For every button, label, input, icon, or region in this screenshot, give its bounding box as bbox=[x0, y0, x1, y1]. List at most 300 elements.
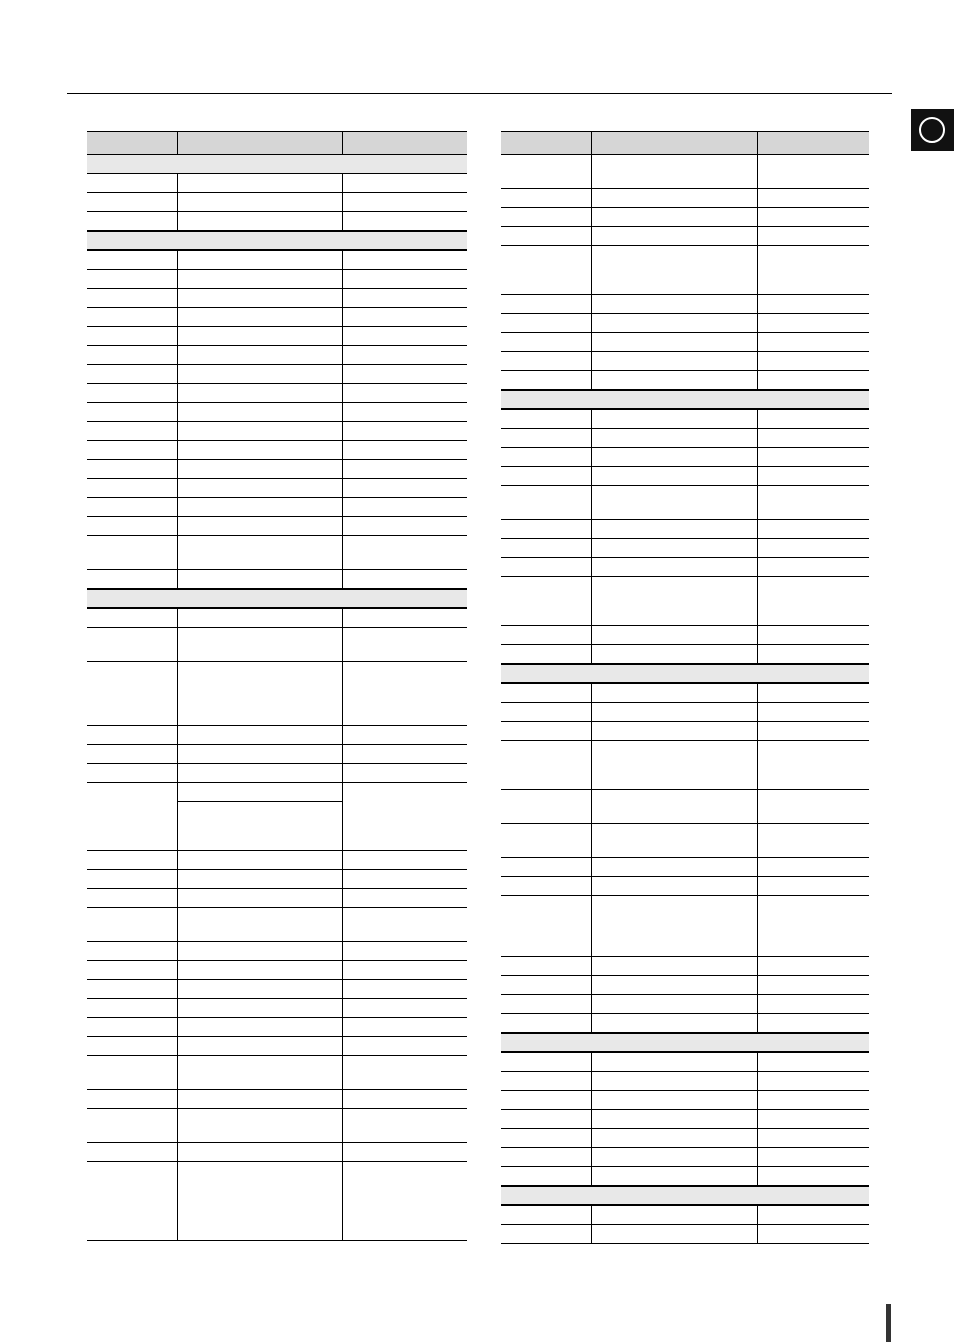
table-cell-value bbox=[757, 520, 869, 539]
table-cell-value bbox=[757, 1091, 869, 1110]
table-cell-item bbox=[501, 295, 591, 314]
table-cell-value bbox=[757, 1014, 869, 1034]
table-cell-item bbox=[501, 957, 591, 976]
section-header-row bbox=[501, 1033, 869, 1052]
table-cell-description bbox=[177, 327, 342, 346]
table-cell-value bbox=[342, 441, 467, 460]
table-cell-description bbox=[177, 745, 342, 764]
table-cell-item bbox=[501, 703, 591, 722]
table-cell-value bbox=[757, 645, 869, 665]
table-row bbox=[87, 1037, 467, 1056]
table-row bbox=[501, 539, 869, 558]
spec-table-left bbox=[87, 131, 467, 1241]
table-cell-item bbox=[87, 346, 177, 365]
table-row bbox=[87, 999, 467, 1018]
table-cell-description bbox=[591, 1167, 757, 1187]
table-cell-item bbox=[87, 999, 177, 1018]
table-row bbox=[501, 976, 869, 995]
table-cell-description bbox=[591, 1205, 757, 1225]
table-row bbox=[501, 208, 869, 227]
table-cell-item bbox=[501, 683, 591, 703]
table-cell-description bbox=[591, 896, 757, 957]
table-cell-value bbox=[757, 995, 869, 1014]
table-cell-value bbox=[757, 558, 869, 577]
table-cell-description bbox=[177, 212, 342, 232]
table-row bbox=[501, 1167, 869, 1187]
table-cell-item bbox=[501, 896, 591, 957]
table-cell-value bbox=[757, 155, 869, 189]
table-row bbox=[501, 683, 869, 703]
table-cell-description bbox=[591, 1129, 757, 1148]
table-cell-description bbox=[591, 227, 757, 246]
section-header-row bbox=[87, 155, 467, 174]
table-row bbox=[501, 790, 869, 824]
table-cell-value bbox=[342, 384, 467, 403]
table-row bbox=[87, 1090, 467, 1109]
section-header-row bbox=[501, 1186, 869, 1205]
table-cell-value bbox=[342, 422, 467, 441]
table-cell-item bbox=[87, 726, 177, 745]
table-row bbox=[501, 1052, 869, 1072]
table-cell-value bbox=[757, 371, 869, 391]
table-cell-item bbox=[87, 1109, 177, 1143]
table-row bbox=[501, 448, 869, 467]
table-cell-description bbox=[591, 1072, 757, 1091]
table-cell-value bbox=[757, 1205, 869, 1225]
table-cell-value bbox=[342, 346, 467, 365]
table-cell-description bbox=[177, 193, 342, 212]
table-cell-description bbox=[591, 314, 757, 333]
table-cell-value bbox=[757, 352, 869, 371]
table-cell-item bbox=[87, 764, 177, 783]
table-row bbox=[501, 645, 869, 665]
section-header-cell bbox=[87, 155, 467, 174]
section-header-cell bbox=[501, 390, 869, 409]
table-cell-description bbox=[177, 783, 342, 802]
page-marker-bar bbox=[886, 1304, 891, 1342]
table-cell-description bbox=[591, 352, 757, 371]
table-row bbox=[501, 227, 869, 246]
table-row bbox=[501, 1091, 869, 1110]
table-row bbox=[87, 870, 467, 889]
table-cell-value bbox=[342, 365, 467, 384]
table-cell-description bbox=[177, 289, 342, 308]
section-header-row bbox=[87, 231, 467, 250]
table-cell-item bbox=[501, 645, 591, 665]
spec-table-right bbox=[501, 131, 869, 1244]
table-cell-value bbox=[757, 577, 869, 626]
table-cell-value bbox=[757, 858, 869, 877]
table-cell-item bbox=[501, 227, 591, 246]
section-header-row bbox=[501, 390, 869, 409]
table-cell-description bbox=[177, 980, 342, 999]
table-row bbox=[501, 1148, 869, 1167]
table-cell-item bbox=[501, 858, 591, 877]
table-cell-description bbox=[591, 409, 757, 429]
table-row bbox=[501, 1110, 869, 1129]
spec-table-right-body bbox=[501, 155, 869, 1244]
table-cell-value bbox=[342, 289, 467, 308]
table-cell-value bbox=[342, 942, 467, 961]
table-cell-item bbox=[501, 877, 591, 896]
table-row bbox=[87, 193, 467, 212]
spec-table-left-body bbox=[87, 155, 467, 1241]
table-cell-item bbox=[501, 189, 591, 208]
table-cell-item bbox=[501, 539, 591, 558]
table-cell-value bbox=[342, 889, 467, 908]
table-cell-description bbox=[177, 726, 342, 745]
table-cell-description bbox=[177, 908, 342, 942]
table-cell-item bbox=[87, 1162, 177, 1241]
table-cell-description bbox=[591, 189, 757, 208]
table-row bbox=[501, 189, 869, 208]
table-cell-description bbox=[177, 802, 342, 851]
table-cell-item bbox=[87, 980, 177, 999]
table-cell-item bbox=[87, 536, 177, 570]
table-cell-value bbox=[342, 999, 467, 1018]
table-row bbox=[87, 441, 467, 460]
table-cell-item bbox=[87, 460, 177, 479]
table-cell-value bbox=[757, 227, 869, 246]
table-row bbox=[87, 570, 467, 590]
table-cell-value bbox=[757, 957, 869, 976]
table-row bbox=[87, 1018, 467, 1037]
table-cell-item bbox=[501, 976, 591, 995]
table-cell-item bbox=[87, 365, 177, 384]
table-cell-description bbox=[591, 333, 757, 352]
table-row bbox=[501, 429, 869, 448]
table-cell-value bbox=[757, 295, 869, 314]
table-row bbox=[501, 896, 869, 957]
table-cell-item bbox=[87, 942, 177, 961]
table-cell-item bbox=[501, 1205, 591, 1225]
table-row bbox=[87, 270, 467, 289]
table-cell-description bbox=[591, 1091, 757, 1110]
table-cell-value bbox=[757, 976, 869, 995]
table-cell-item bbox=[87, 570, 177, 590]
table-cell-description bbox=[591, 683, 757, 703]
table-cell-value bbox=[757, 1129, 869, 1148]
table-row bbox=[87, 662, 467, 726]
table-row bbox=[87, 908, 467, 942]
table-cell-item bbox=[87, 783, 177, 851]
table-cell-description bbox=[591, 995, 757, 1014]
table-cell-description bbox=[177, 308, 342, 327]
table-cell-description bbox=[177, 999, 342, 1018]
table-cell-item bbox=[501, 429, 591, 448]
table-row bbox=[501, 352, 869, 371]
table-cell-item bbox=[501, 1072, 591, 1091]
table-cell-description bbox=[591, 295, 757, 314]
table-cell-value bbox=[757, 1110, 869, 1129]
table-cell-description bbox=[177, 250, 342, 270]
header-cell-description bbox=[591, 132, 757, 155]
table-cell-item bbox=[501, 577, 591, 626]
table-row bbox=[501, 957, 869, 976]
table-cell-value bbox=[342, 783, 467, 851]
table-cell-item bbox=[87, 889, 177, 908]
table-row bbox=[501, 1072, 869, 1091]
table-cell-item bbox=[87, 961, 177, 980]
table-header-row bbox=[501, 132, 869, 155]
table-cell-description bbox=[591, 645, 757, 665]
section-header-cell bbox=[501, 1033, 869, 1052]
table-cell-value bbox=[757, 314, 869, 333]
table-cell-description bbox=[177, 422, 342, 441]
table-row bbox=[87, 536, 467, 570]
table-cell-item bbox=[501, 1225, 591, 1244]
table-cell-item bbox=[87, 212, 177, 232]
table-cell-item bbox=[501, 352, 591, 371]
table-row bbox=[501, 558, 869, 577]
table-cell-description bbox=[591, 558, 757, 577]
table-cell-value bbox=[757, 539, 869, 558]
table-cell-item bbox=[501, 208, 591, 227]
table-row bbox=[87, 212, 467, 232]
table-cell-item bbox=[87, 662, 177, 726]
table-cell-item bbox=[501, 409, 591, 429]
table-cell-item bbox=[87, 441, 177, 460]
table-cell-value bbox=[342, 517, 467, 536]
table-cell-description bbox=[177, 270, 342, 289]
table-cell-item bbox=[501, 824, 591, 858]
table-cell-item bbox=[501, 790, 591, 824]
table-row bbox=[87, 403, 467, 422]
table-cell-item bbox=[501, 246, 591, 295]
table-row bbox=[87, 498, 467, 517]
table-row bbox=[87, 1143, 467, 1162]
header-cell-value bbox=[342, 132, 467, 155]
table-cell-value bbox=[342, 870, 467, 889]
table-cell-description bbox=[591, 520, 757, 539]
table-row bbox=[501, 626, 869, 645]
table-cell-value bbox=[757, 448, 869, 467]
table-cell-description bbox=[177, 889, 342, 908]
table-cell-value bbox=[757, 409, 869, 429]
table-cell-description bbox=[177, 384, 342, 403]
table-cell-value bbox=[342, 570, 467, 590]
table-row bbox=[87, 980, 467, 999]
table-row bbox=[87, 942, 467, 961]
table-cell-description bbox=[177, 942, 342, 961]
table-cell-item bbox=[87, 1018, 177, 1037]
table-cell-description bbox=[177, 1037, 342, 1056]
table-cell-item bbox=[87, 250, 177, 270]
table-cell-item bbox=[87, 327, 177, 346]
table-cell-value bbox=[342, 908, 467, 942]
header-cell-item bbox=[501, 132, 591, 155]
table-cell-item bbox=[501, 558, 591, 577]
table-cell-item bbox=[87, 745, 177, 764]
table-cell-item bbox=[87, 174, 177, 193]
table-cell-value bbox=[342, 961, 467, 980]
table-row bbox=[501, 314, 869, 333]
table-cell-item bbox=[501, 486, 591, 520]
table-row bbox=[87, 745, 467, 764]
table-cell-description bbox=[177, 517, 342, 536]
table-cell-value bbox=[342, 726, 467, 745]
table-cell-value bbox=[342, 1018, 467, 1037]
table-row bbox=[87, 460, 467, 479]
table-cell-description bbox=[177, 764, 342, 783]
table-cell-description bbox=[177, 536, 342, 570]
table-cell-value bbox=[342, 270, 467, 289]
table-cell-description bbox=[591, 429, 757, 448]
table-cell-item bbox=[87, 384, 177, 403]
table-cell-item bbox=[87, 870, 177, 889]
table-cell-value bbox=[342, 212, 467, 232]
table-cell-value bbox=[757, 467, 869, 486]
table-cell-value bbox=[342, 460, 467, 479]
table-row bbox=[501, 520, 869, 539]
table-cell-item bbox=[501, 995, 591, 1014]
table-row bbox=[501, 155, 869, 189]
table-cell-value bbox=[342, 498, 467, 517]
table-cell-item bbox=[501, 1129, 591, 1148]
table-cell-description bbox=[591, 467, 757, 486]
table-cell-description bbox=[177, 570, 342, 590]
table-cell-item bbox=[501, 1167, 591, 1187]
table-cell-item bbox=[501, 626, 591, 645]
table-row bbox=[87, 327, 467, 346]
table-cell-value bbox=[342, 608, 467, 628]
table-row bbox=[501, 1129, 869, 1148]
table-cell-item bbox=[87, 270, 177, 289]
table-cell-value bbox=[757, 1072, 869, 1091]
table-cell-value bbox=[342, 1090, 467, 1109]
table-cell-item bbox=[87, 193, 177, 212]
table-cell-value bbox=[757, 703, 869, 722]
table-cell-description bbox=[591, 246, 757, 295]
table-cell-item bbox=[87, 608, 177, 628]
table-row bbox=[501, 858, 869, 877]
table-cell-value bbox=[757, 208, 869, 227]
table-cell-value bbox=[342, 536, 467, 570]
table-row bbox=[87, 174, 467, 193]
table-cell-description bbox=[177, 403, 342, 422]
table-cell-description bbox=[177, 1090, 342, 1109]
section-header-cell bbox=[87, 589, 467, 608]
table-row bbox=[87, 1056, 467, 1090]
header-rule bbox=[67, 93, 892, 94]
table-row bbox=[87, 783, 467, 802]
table-row bbox=[501, 995, 869, 1014]
table-cell-value bbox=[342, 1037, 467, 1056]
table-row bbox=[87, 764, 467, 783]
table-row bbox=[87, 1162, 467, 1241]
table-cell-description bbox=[177, 961, 342, 980]
section-header-cell bbox=[501, 664, 869, 683]
table-row bbox=[87, 961, 467, 980]
table-row bbox=[87, 517, 467, 536]
table-cell-value bbox=[342, 193, 467, 212]
table-cell-value bbox=[342, 1162, 467, 1241]
table-cell-value bbox=[757, 246, 869, 295]
table-row bbox=[87, 289, 467, 308]
table-row bbox=[501, 486, 869, 520]
table-cell-item bbox=[501, 1148, 591, 1167]
table-cell-item bbox=[87, 1143, 177, 1162]
table-cell-description bbox=[177, 1018, 342, 1037]
table-cell-description bbox=[591, 877, 757, 896]
table-cell-value bbox=[757, 790, 869, 824]
table-cell-item bbox=[87, 908, 177, 942]
table-row bbox=[501, 371, 869, 391]
table-cell-item bbox=[87, 851, 177, 870]
section-header-cell bbox=[87, 231, 467, 250]
table-row bbox=[87, 889, 467, 908]
table-row bbox=[501, 1205, 869, 1225]
table-cell-value bbox=[342, 1109, 467, 1143]
table-header-row bbox=[87, 132, 467, 155]
table-cell-item bbox=[501, 155, 591, 189]
table-row bbox=[501, 467, 869, 486]
table-cell-description bbox=[177, 662, 342, 726]
table-cell-value bbox=[342, 174, 467, 193]
table-cell-item bbox=[501, 333, 591, 352]
section-header-cell bbox=[501, 1186, 869, 1205]
table-row bbox=[501, 295, 869, 314]
table-row bbox=[87, 628, 467, 662]
table-cell-description bbox=[591, 1225, 757, 1244]
table-cell-value bbox=[757, 429, 869, 448]
table-cell-item bbox=[501, 1052, 591, 1072]
table-cell-description bbox=[591, 626, 757, 645]
table-row bbox=[501, 1225, 869, 1244]
table-cell-item bbox=[501, 448, 591, 467]
table-cell-value bbox=[757, 333, 869, 352]
table-row bbox=[87, 346, 467, 365]
table-cell-value bbox=[342, 403, 467, 422]
table-cell-value bbox=[342, 479, 467, 498]
table-row bbox=[501, 722, 869, 741]
table-row bbox=[501, 741, 869, 790]
table-cell-description bbox=[591, 790, 757, 824]
table-cell-description bbox=[591, 539, 757, 558]
table-row bbox=[87, 1109, 467, 1143]
table-cell-description bbox=[591, 1110, 757, 1129]
table-cell-item bbox=[87, 1090, 177, 1109]
table-cell-value bbox=[757, 189, 869, 208]
table-row bbox=[501, 703, 869, 722]
table-cell-item bbox=[87, 308, 177, 327]
table-cell-description bbox=[591, 486, 757, 520]
table-row bbox=[501, 246, 869, 295]
table-row bbox=[87, 250, 467, 270]
table-cell-value bbox=[757, 1167, 869, 1187]
table-cell-value bbox=[342, 327, 467, 346]
table-cell-value bbox=[757, 626, 869, 645]
table-cell-value bbox=[757, 683, 869, 703]
table-cell-description bbox=[177, 441, 342, 460]
table-cell-value bbox=[342, 764, 467, 783]
table-row bbox=[87, 384, 467, 403]
table-cell-description bbox=[177, 1056, 342, 1090]
table-cell-item bbox=[87, 479, 177, 498]
table-cell-item bbox=[501, 1110, 591, 1129]
table-cell-description bbox=[177, 608, 342, 628]
header-cell-description bbox=[177, 132, 342, 155]
table-cell-item bbox=[501, 1091, 591, 1110]
table-cell-description bbox=[591, 1052, 757, 1072]
table-row bbox=[87, 851, 467, 870]
table-row bbox=[87, 422, 467, 441]
table-cell-description bbox=[177, 1109, 342, 1143]
table-cell-description bbox=[591, 208, 757, 227]
table-cell-description bbox=[591, 1148, 757, 1167]
table-cell-description bbox=[591, 741, 757, 790]
table-cell-item bbox=[87, 628, 177, 662]
